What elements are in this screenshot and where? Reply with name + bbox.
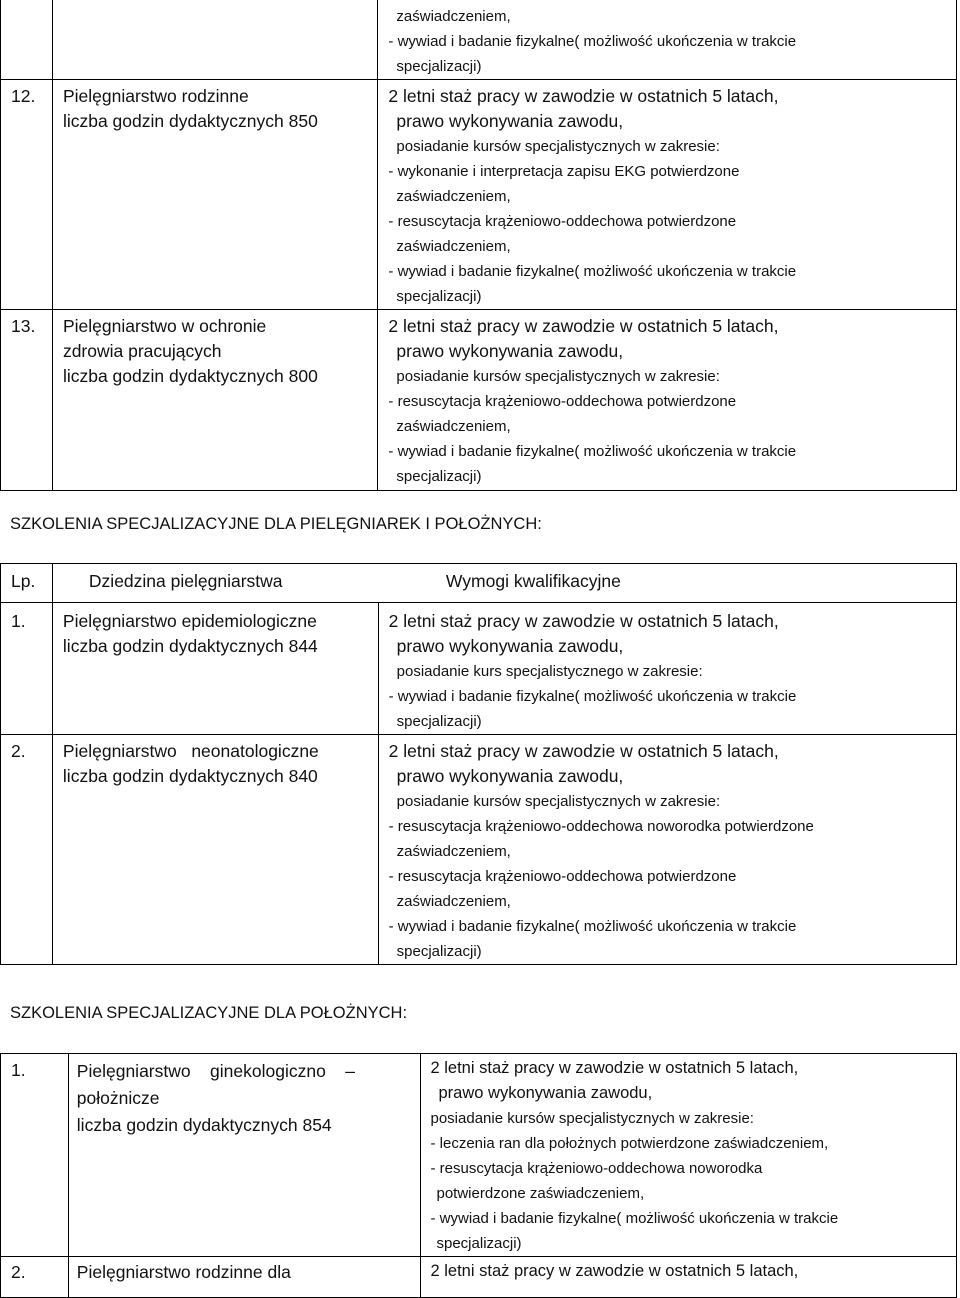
- req-line: prawo wykonywania zawodu,: [396, 341, 624, 361]
- req-line: potwierdzone zaświadczeniem,: [436, 1185, 645, 1202]
- req-line: specjalizacji): [396, 58, 482, 75]
- section-heading: SZKOLENIA SPECJALIZACYJNE DLA PIELĘGNIAREK I POŁOŻNYCH:: [10, 515, 542, 533]
- req-line: posiadanie kurs specjalistycznego w zakresie:: [396, 663, 703, 680]
- column-header-lp: Lp.: [11, 571, 36, 591]
- row-number: 12.: [11, 86, 36, 106]
- qualification-table-nurses-midwives: [0, 563, 957, 965]
- req-line: specjalizacji): [396, 288, 482, 305]
- table-row: [1, 0, 957, 80]
- section-heading: SZKOLENIA SPECJALIZACYJNE DLA POŁOŻNYCH:: [10, 1004, 408, 1022]
- req-line: - resuscytacja krążeniowo-oddechowa potwierdzone: [388, 393, 737, 410]
- qualification-table-midwives: [0, 1053, 957, 1298]
- row-number: 2.: [11, 1262, 26, 1282]
- row-number: 1.: [11, 1060, 26, 1080]
- field-hours: liczba godzin dydaktycznych 854: [76, 1115, 332, 1135]
- field-name: zdrowia pracujących: [62, 341, 222, 361]
- req-line: posiadanie kursów specjalistycznych w zakresie:: [396, 368, 720, 385]
- req-line: posiadanie kursów specjalistycznych w zakresie:: [430, 1110, 754, 1127]
- qualification-table-continued: [0, 0, 957, 491]
- req-line: specjalizacji): [396, 713, 482, 730]
- field-name: Pielęgniarstwo ginekologiczno –: [76, 1061, 356, 1081]
- table-row: [1, 1257, 957, 1298]
- req-line: prawo wykonywania zawodu,: [396, 766, 624, 786]
- req-line: - resuscytacja krążeniowo-oddechowa noworodka: [430, 1160, 763, 1177]
- table-row: [1, 1054, 957, 1257]
- column-header-requirements: Wymogi kwalifikacyjne: [445, 571, 621, 591]
- field-hours: liczba godzin dydaktycznych 840: [62, 766, 318, 786]
- req-line: 2 letni staż pracy w zawodzie w ostatnich 5 latach,: [430, 1059, 799, 1077]
- table-row: [1, 735, 957, 965]
- field-name: Pielęgniarstwo neonatologiczne: [62, 741, 319, 761]
- field-name: Pielęgniarstwo rodzinne dla: [76, 1262, 291, 1282]
- req-line: - leczenia ran dla położnych potwierdzone zaświadczeniem,: [430, 1135, 829, 1152]
- table-row: [1, 80, 957, 310]
- req-line: zaświadczeniem,: [396, 238, 511, 255]
- req-line: specjalizacji): [436, 1235, 522, 1252]
- field-name: Pielęgniarstwo rodzinne: [62, 86, 249, 106]
- table-row: [1, 310, 957, 491]
- req-line: zaświadczeniem,: [396, 188, 511, 205]
- table-header-row: [1, 564, 957, 603]
- req-line: prawo wykonywania zawodu,: [396, 111, 624, 131]
- req-line: posiadanie kursów specjalistycznych w zakresie:: [396, 793, 721, 810]
- row-number: 1.: [11, 611, 26, 631]
- req-line: - resuscytacja krążeniowo-oddechowa noworodka potwierdzone: [388, 818, 814, 835]
- req-line: 2 letni staż pracy w zawodzie w ostatnich 5 latach,: [388, 611, 779, 631]
- req-line: prawo wykonywania zawodu,: [396, 636, 624, 656]
- req-line: - wykonanie i interpretacja zapisu EKG potwierdzone: [388, 163, 740, 180]
- field-hours: liczba godzin dydaktycznych 850: [62, 111, 318, 131]
- req-line: zaświadczeniem,: [396, 893, 511, 910]
- req-line: zaświadczeniem,: [396, 8, 511, 25]
- field-name: Pielęgniarstwo epidemiologiczne: [62, 611, 317, 631]
- req-line: prawo wykonywania zawodu,: [438, 1084, 653, 1102]
- req-line: - wywiad i badanie fizykalne( możliwość ukończenia w trakcie: [388, 443, 797, 460]
- req-line: - wywiad i badanie fizykalne( możliwość ukończenia w trakcie: [388, 263, 797, 280]
- row-number: 2.: [11, 741, 26, 761]
- req-line: specjalizacji): [396, 943, 482, 960]
- req-line: - wywiad i badanie fizykalne( możliwość ukończenia w trakcie: [430, 1210, 839, 1227]
- req-line: - wywiad i badanie fizykalne( możliwość ukończenia w trakcie: [388, 918, 797, 935]
- req-line: zaświadczeniem,: [396, 843, 511, 860]
- field-name: Pielęgniarstwo w ochronie: [62, 316, 267, 336]
- req-line: 2 letni staż pracy w zawodzie w ostatnich 5 latach,: [388, 316, 779, 336]
- req-line: specjalizacji): [396, 468, 482, 485]
- column-header-field: Dziedzina pielęgniarstwa: [88, 571, 283, 591]
- req-line: zaświadczeniem,: [396, 418, 511, 435]
- field-name: położnicze: [76, 1088, 160, 1108]
- req-line: - wywiad i badanie fizykalne( możliwość ukończenia w trakcie: [388, 33, 797, 50]
- field-hours: liczba godzin dydaktycznych 844: [62, 636, 318, 656]
- req-line: 2 letni staż pracy w zawodzie w ostatnich 5 latach,: [388, 86, 779, 106]
- field-hours: liczba godzin dydaktycznych 800: [62, 366, 318, 386]
- req-line: - wywiad i badanie fizykalne( możliwość ukończenia w trakcie: [388, 688, 797, 705]
- table-row: [1, 603, 957, 735]
- req-line: 2 letni staż pracy w zawodzie w ostatnich 5 latach,: [430, 1262, 799, 1280]
- req-line: 2 letni staż pracy w zawodzie w ostatnich 5 latach,: [388, 741, 779, 761]
- req-line: - resuscytacja krążeniowo-oddechowa potwierdzone: [388, 213, 737, 230]
- req-line: posiadanie kursów specjalistycznych w zakresie:: [396, 138, 720, 155]
- row-number: 13.: [11, 316, 36, 336]
- req-line: - resuscytacja krążeniowo-oddechowa potwierdzone: [388, 868, 737, 885]
